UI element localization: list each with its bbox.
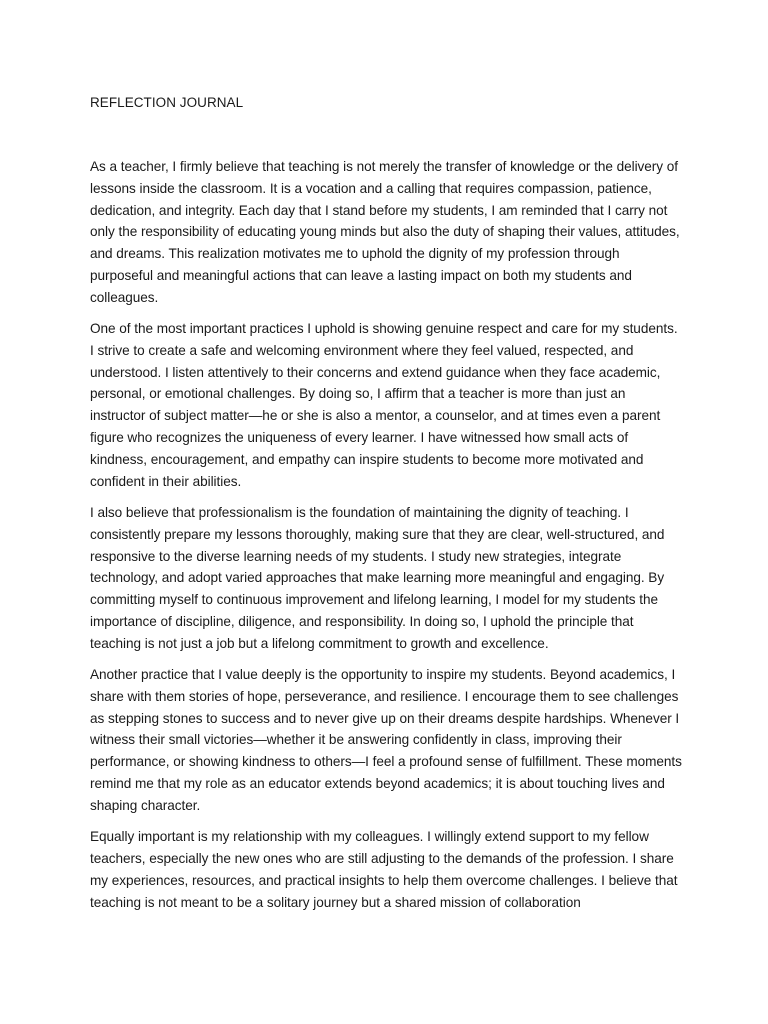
paragraph-5: Equally important is my relationship with my colleagues. I willingly extend support to my fellow teachers, especially the new ones who are still adjusting to the demands of the profession. I share my experiences, resources, and practical insights to help them overcome challenges. I believe that teaching is not meant to be a solitary journey but a shared mission of collaboration bbox=[90, 829, 678, 910]
document-title: REFLECTION JOURNAL bbox=[90, 95, 244, 110]
paragraph-1: As a teacher, I firmly believe that teaching is not merely the transfer of knowledge or the delivery of lessons inside the classroom. It is a vocation and a calling that requires compassion, patience, dedication, and integrity. Each day that I stand before my students, I am reminded that I carry not only the responsibility of educating young minds but also the duty of shaping their values, attitudes, and dreams. This realization motivates me to uphold the dignity of my profession through purposeful and meaningful actions that can leave a lasting impact on both my students and colleagues. bbox=[90, 159, 680, 305]
paragraph-3: I also believe that professionalism is the foundation of maintaining the dignity of teaching. I consistently prepare my lessons thoroughly, making sure that they are clear, well-structured, and responsive to the diverse learning needs of my students. I study new strategies, integrate technology, and adopt varied approaches that make learning more meaningful and engaging. By committing myself to continuous improvement and lifelong learning, I model for my students the importance of discipline, diligence, and responsibility. In doing so, I uphold the principle that teaching is not just a job but a lifelong commitment to growth and excellence. bbox=[90, 504, 665, 651]
paragraph-4: Another practice that I value deeply is the opportunity to inspire my students. Beyond academics, I share with them stories of hope, perseverance, and resilience. I encourage them to see challenges as stepping stones to success and to never give up on their dreams despite hardships. Whenever I witness their small victories—whether it be answering confidently in class, improving their performance, or showing kindness to others—I feel a profound sense of fulfillment. These moments remind me that my role as an educator extends beyond academics; it is about touching lives and shaping character. bbox=[90, 667, 682, 813]
paragraph-2: One of the most important practices I uphold is showing genuine respect and care for my students. I strive to create a safe and welcoming environment where they feel valued, respected, and understood. I listen attentively to their concerns and extend guidance when they face academic, personal, or emotional challenges. By doing so, I affirm that a teacher is more than just an instructor of subject matter—he or she is also a mentor, a counselor, and at times even a parent figure who recognizes the uniqueness of every learner. I have witnessed how small acts of kindness, encouragement, and empathy can inspire students to become more motivated and confident in their abilities. bbox=[90, 321, 678, 489]
document-body bbox=[90, 156, 682, 923]
